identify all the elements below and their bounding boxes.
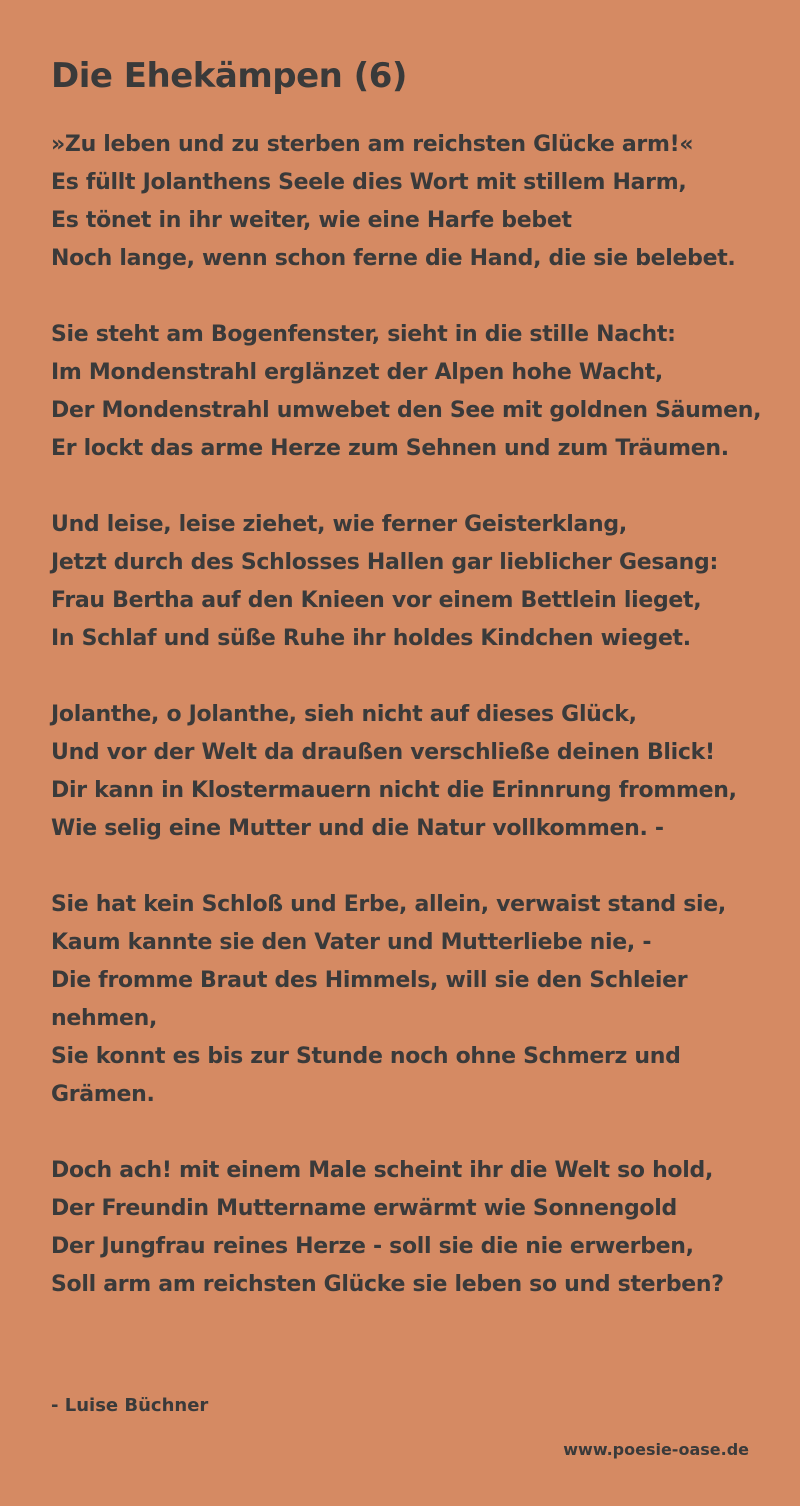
poem-line: Kaum kannte sie den Vater und Mutterliebe nie, - — [51, 930, 652, 955]
poem-line: Noch lange, wenn schon ferne die Hand, die sie belebet. — [51, 246, 736, 271]
poem-line: Sie steht am Bogenfenster, sieht in die stille Nacht: — [51, 322, 676, 347]
stanza — [51, 506, 771, 658]
poem-line: Jetzt durch des Schlosses Hallen gar lieblicher Gesang: — [51, 550, 718, 575]
stanza — [51, 696, 771, 848]
poem-line: Im Mondenstrahl erglänzet der Alpen hohe Wacht, — [51, 360, 663, 385]
poem-line: Und vor der Welt da draußen verschließe deinen Blick! — [51, 740, 715, 765]
stanza — [51, 1152, 771, 1304]
poem-line: Der Freundin Muttername erwärmt wie Sonnengold — [51, 1196, 677, 1221]
poem-body — [51, 126, 771, 1342]
poem-line: Der Mondenstrahl umwebet den See mit goldnen Säumen, — [51, 398, 762, 423]
poem-line: Doch ach! mit einem Male scheint ihr die Welt so hold, — [51, 1158, 713, 1183]
poem-author: - Luise Büchner — [51, 1395, 209, 1416]
stanza — [51, 316, 771, 468]
poem-line: Es tönet in ihr weiter, wie eine Harfe bebet — [51, 208, 572, 233]
website-url: www.poesie-oase.de — [563, 1440, 749, 1459]
poem-line: Jolanthe, o Jolanthe, sieh nicht auf dieses Glück, — [51, 702, 637, 727]
poem-line: Die fromme Braut des Himmels, will sie den Schleier nehmen, — [51, 968, 688, 1031]
poem-line: In Schlaf und süße Ruhe ihr holdes Kindchen wieget. — [51, 626, 691, 651]
poem-line: Er lockt das arme Herze zum Sehnen und zum Träumen. — [51, 436, 729, 461]
poem-line: Es füllt Jolanthens Seele dies Wort mit stillem Harm, — [51, 170, 687, 195]
poem-line: Sie konnt es bis zur Stunde noch ohne Schmerz und Grämen. — [51, 1044, 681, 1107]
poem-line: Der Jungfrau reines Herze - soll sie die nie erwerben, — [51, 1234, 694, 1259]
poem-line: Soll arm am reichsten Glücke sie leben so und sterben? — [51, 1272, 724, 1297]
poem-line: Dir kann in Klostermauern nicht die Erinnrung frommen, — [51, 778, 737, 803]
stanza — [51, 126, 771, 278]
stanza — [51, 886, 771, 1114]
poem-line: Sie hat kein Schloß und Erbe, allein, verwaist stand sie, — [51, 892, 726, 917]
poem-line: Frau Bertha auf den Knieen vor einem Bettlein lieget, — [51, 588, 702, 613]
poem-line: Und leise, leise ziehet, wie ferner Geisterklang, — [51, 512, 627, 537]
poem-title: Die Ehekämpen (6) — [51, 56, 407, 96]
poem-line: Wie selig eine Mutter und die Natur vollkommen. - — [51, 816, 664, 841]
poem-line: »Zu leben und zu sterben am reichsten Glücke arm!« — [51, 132, 694, 157]
